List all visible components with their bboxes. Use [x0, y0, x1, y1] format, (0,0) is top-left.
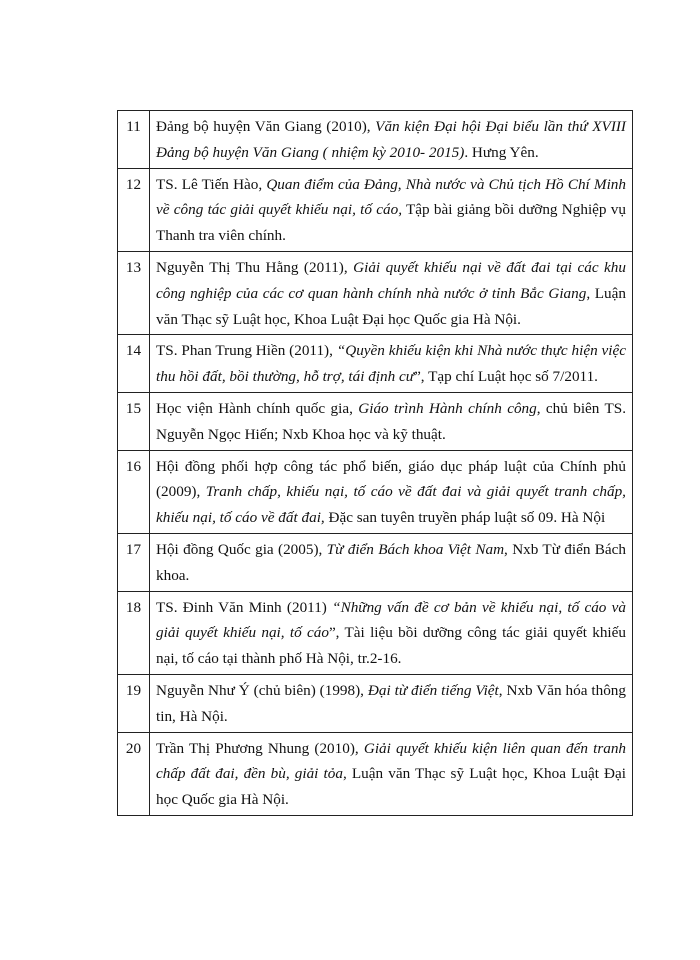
reference-citation	[150, 674, 633, 732]
reference-number: 11	[118, 111, 150, 169]
citation-text: Hội đồng phối hợp công tác phổ biến, giáo dục pháp luật của Chính phủ (2009),	[156, 457, 626, 501]
reference-citation	[150, 251, 633, 334]
citation-text: Hội đồng Quốc gia (2005),	[156, 540, 327, 558]
reference-citation	[150, 591, 633, 674]
reference-number: 19	[118, 674, 150, 732]
reference-number: 14	[118, 335, 150, 393]
reference-citation	[150, 111, 633, 169]
reference-number: 15	[118, 392, 150, 450]
citation-title: Giải quyết khiếu nại về đất đai tại các khu công nghiệp của các cơ quan hành chính nhà nước ở tỉnh Bắc Giang	[156, 258, 626, 302]
reference-row	[118, 450, 633, 533]
reference-number: 20	[118, 732, 150, 815]
citation-title: Văn kiện Đại hội Đại biểu lần thứ XVIII Đảng bộ huyện Văn Giang ( nhiệm kỳ 2010- 2015)	[156, 118, 626, 161]
reference-citation	[150, 168, 633, 251]
citation-text: , Nxb Từ điển Bách khoa.	[156, 540, 626, 584]
citation-text: . Hưng Yên.	[464, 143, 539, 161]
citation-text: Nguyễn Như Ý (chủ biên) (1998),	[156, 681, 368, 699]
reference-row	[118, 591, 633, 674]
reference-table-body	[118, 111, 633, 816]
reference-citation	[150, 392, 633, 450]
citation-text: , Nxb Văn hóa thông tin, Hà Nội.	[156, 681, 626, 725]
citation-text: TS. Lê Tiến Hào,	[156, 175, 267, 193]
reference-row	[118, 111, 633, 169]
citation-text: TS. Phan Trung Hiền (2011),	[156, 342, 337, 360]
reference-row	[118, 335, 633, 393]
reference-row	[118, 168, 633, 251]
citation-text: Nguyễn Thị Thu Hằng (2011),	[156, 258, 354, 276]
citation-text: Trần Thị Phương Nhung (2010),	[156, 739, 364, 757]
citation-text: Học viện Hành chính quốc gia,	[156, 399, 359, 417]
citation-text: , chủ biên TS. Nguyễn Ngọc Hiến; Nxb Khoa học và kỹ thuật.	[156, 399, 627, 443]
reference-number: 17	[118, 533, 150, 591]
citation-text: , Luận văn Thạc sỹ Luật học, Khoa Luật Đại học Quốc gia Hà Nội.	[156, 284, 626, 328]
citation-title: Quan điểm của Đảng, Nhà nước và Chủ tịch Hồ Chí Minh về công tác giải quyết khiếu nại, tố cáo,	[156, 175, 626, 219]
citation-text: Đặc san tuyên truyền pháp luật số 09. Hà Nội	[324, 509, 606, 527]
citation-title: Giải quyết khiếu kiện liên quan đến tranh chấp đất đai, đền bù, giải tỏa	[156, 739, 627, 783]
citation-title: “Những vấn đề cơ bản về khiếu nại, tố cáo và giải quyết khiếu nại, tố cáo	[156, 598, 627, 642]
citation-title: “Quyền khiếu kiện khi Nhà nước thực hiện việc thu hồi đất, bồi thường, hỗ trợ, tái định cư	[156, 342, 626, 386]
citation-title: Từ điển Bách khoa Việt Nam	[326, 540, 505, 558]
citation-text: TS. Đinh Văn Minh (2011)	[156, 598, 333, 616]
citation-title: Đại từ điển tiếng Việt	[367, 681, 499, 699]
reference-citation	[150, 533, 633, 591]
reference-row	[118, 732, 633, 815]
citation-text: ”, Tạp chí Luật học số 7/2011.	[414, 368, 598, 386]
reference-citation	[150, 335, 633, 393]
citation-text: ”, Tài liệu bồi dưỡng công tác giải quyết khiếu nại, tố cáo tại thành phố Hà Nội, tr.2-16.	[156, 624, 626, 668]
reference-number: 18	[118, 591, 150, 674]
citation-text: Đảng bộ huyện Văn Giang (2010),	[156, 118, 376, 135]
reference-row	[118, 251, 633, 334]
reference-citation	[150, 732, 633, 815]
reference-row	[118, 533, 633, 591]
citation-text: , Luận văn Thạc sỹ Luật học, Khoa Luật Đại học Quốc gia Hà Nội.	[156, 765, 626, 809]
citation-title: Tranh chấp, khiếu nại, tố cáo về đất đai và giải quyết tranh chấp, khiếu nại, tố cáo về đất đai,	[156, 483, 626, 527]
reference-citation	[150, 450, 633, 533]
reference-table	[117, 110, 633, 816]
reference-row	[118, 674, 633, 732]
reference-number: 12	[118, 168, 150, 251]
reference-row	[118, 392, 633, 450]
reference-number: 13	[118, 251, 150, 334]
citation-text: Tập bài giảng bồi dưỡng Nghiệp vụ Thanh tra viên chính.	[156, 201, 626, 245]
citation-title: Giáo trình Hành chính công	[358, 399, 537, 417]
reference-number: 16	[118, 450, 150, 533]
